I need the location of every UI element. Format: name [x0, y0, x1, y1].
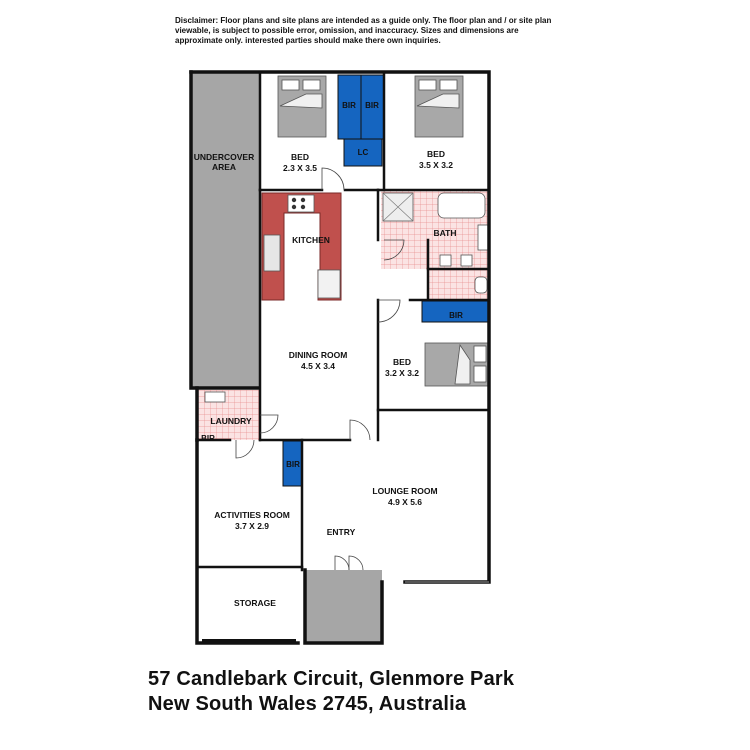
fridge-space — [318, 270, 340, 298]
undercover-label-line1: UNDERCOVER — [193, 152, 255, 162]
activities-label: ACTIVITIES ROOM — [214, 510, 290, 520]
lc-label: LC — [357, 148, 369, 157]
undercover-area — [191, 72, 259, 388]
bir3-label: BIR — [449, 311, 463, 320]
bir1-label: BIR — [342, 101, 356, 110]
undercover-label-line2: AREA — [211, 162, 237, 172]
bed1-size: 2.3 X 3.5 — [282, 163, 318, 173]
vanity-icon — [478, 225, 488, 250]
bed2-label: BED — [427, 149, 445, 159]
bir2-label: BIR — [365, 101, 379, 110]
sink-icon — [264, 235, 280, 271]
storage-label: STORAGE — [234, 598, 276, 608]
bed-icon — [425, 343, 488, 386]
bir4-label: BIR — [286, 460, 300, 469]
bed-icon — [278, 76, 326, 137]
bir5-label: BIR — [201, 434, 215, 443]
bed-icon — [415, 76, 463, 137]
bathtub-icon — [438, 193, 485, 218]
basin-icon — [461, 255, 472, 266]
address-line-1: 57 Candlebark Circuit, Glenmore Park — [148, 668, 515, 690]
activities-size: 3.7 X 2.9 — [234, 521, 270, 531]
disclaimer-text: Disclaimer: Floor plans and site plans are intended as a guide only. The floor plan and / or site plan viewable, is subject to possible error, omission, and inaccuracy. Sizes and dimensions are approximate only. interested parties should make there own inquiries. — [175, 16, 552, 45]
cooktop-icon — [288, 195, 314, 212]
kitchen-label: KITCHEN — [292, 235, 330, 245]
bed1-label: BED — [291, 152, 309, 162]
bed3-label: BED — [393, 357, 411, 367]
entry-label: ENTRY — [326, 527, 356, 537]
bath-label: BATH — [433, 228, 457, 238]
lounge-label: LOUNGE ROOM — [372, 486, 438, 496]
toilet-icon — [475, 277, 487, 293]
laundry-tub-icon — [205, 392, 225, 402]
bed2-size: 3.5 X 3.2 — [418, 160, 454, 170]
basin-icon — [440, 255, 451, 266]
lounge-size: 4.9 X 5.6 — [387, 497, 423, 507]
dining-size: 4.5 X 3.4 — [300, 361, 336, 371]
porch-area — [305, 570, 382, 642]
laundry-label: LAUNDRY — [210, 416, 252, 426]
dining-label: DINING ROOM — [288, 350, 348, 360]
address-line-2: New South Wales 2745, Australia — [148, 693, 467, 715]
bed3-size: 3.2 X 3.2 — [384, 368, 420, 378]
